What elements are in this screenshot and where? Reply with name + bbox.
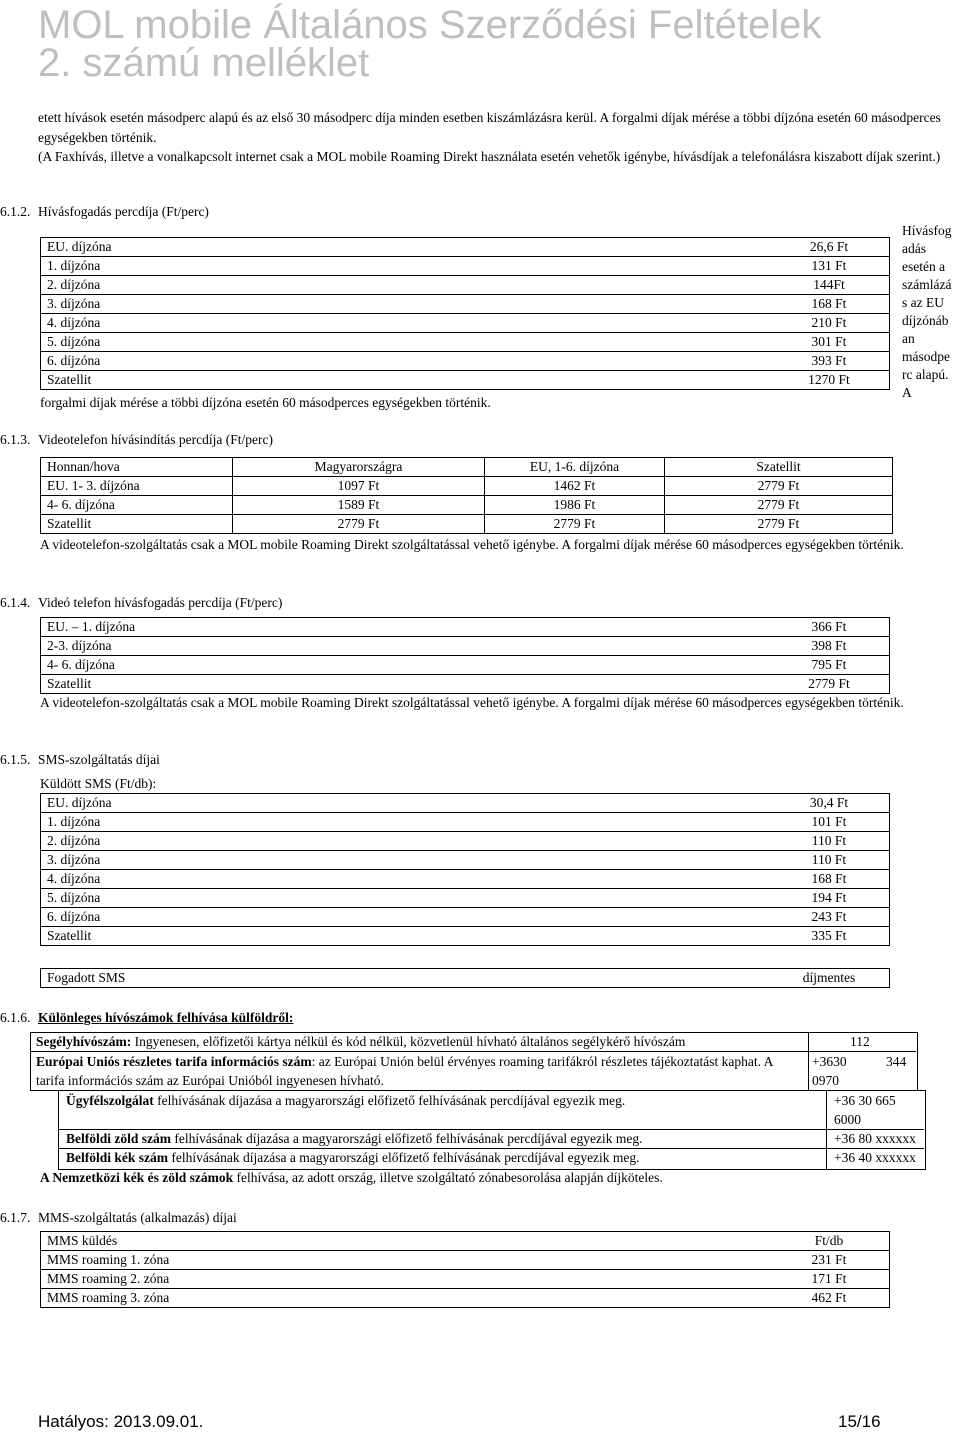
zone-label: 4- 6. díjzóna [41,656,770,675]
zone-price: 131 Ft [769,257,890,276]
row-label: Belföldi kék szám [66,1150,169,1165]
mms-table [40,1231,890,1308]
section-title: Különleges hívószámok felhívása külföldről: [38,1010,294,1025]
table-row [41,675,890,694]
table-cell: 2779 Ft [665,515,893,534]
table-cell: 2779 Ft [485,515,665,534]
column-header: EU, 1-6. díjzóna [485,458,665,477]
section-6-1-4-heading [0,594,282,612]
table-row [41,969,890,988]
column-header: Magyarországra [233,458,485,477]
video-call-receive-table [40,617,890,694]
zone-price: 194 Ft [769,889,890,908]
zone-label: 2. díjzóna [41,276,770,295]
section-number: 6.1.5. [0,752,31,767]
zone-price: 398 Ft [769,637,890,656]
section-6-1-6-heading [0,1009,293,1027]
side-note-line: számlázá [902,277,952,292]
mms-zone: MMS roaming 2. zóna [41,1270,770,1289]
section-title: Videotelefon hívásindítás percdíja (Ft/perc) [38,432,273,447]
zone-label: 2-3. díjzóna [41,637,770,656]
eu-tariff-number-c: 0970 [812,1073,839,1088]
column-header: Szatellit [665,458,893,477]
zone-price: 101 Ft [769,813,890,832]
section-number: 6.1.3. [0,432,31,447]
table-cell: 2779 Ft [665,477,893,496]
table-row [41,333,890,352]
section-6-1-2-note: forgalmi díjak mérése a többi díjzóna esetén 60 másodperces egységekben történik. [40,395,491,410]
table-cell: 2779 Ft [665,496,893,515]
table-row [41,238,890,257]
divider [808,1032,809,1090]
table-cell: 1589 Ft [233,496,485,515]
sent-sms-subheading: Küldött SMS (Ft/db): [40,776,157,791]
row-text: Ingyenesen, előfizetői kártya nélkül és kód nélkül, közvetlenül hívható általános segélykérő hívószám [131,1034,686,1049]
row-label: Segélyhívószám: [36,1034,132,1049]
customer-service-number-a: +36 30 665 [834,1093,896,1108]
mms-zone: MMS roaming 1. zóna [41,1251,770,1270]
row-label: Európai Uniós részletes tarifa információs szám [36,1054,312,1069]
zone-label: Szatellit [41,675,770,694]
section-number: 6.1.7. [0,1210,31,1225]
green-number-row [66,1129,822,1149]
emergency-number: 112 [850,1034,870,1049]
zone-price: 335 Ft [769,927,890,946]
zone-price: 110 Ft [769,832,890,851]
blue-number-row [66,1148,822,1168]
zone-label: 6. díjzóna [41,908,770,927]
zone-price: 168 Ft [769,870,890,889]
table-cell: Szatellit [41,515,233,534]
zone-label: 4. díjzóna [41,870,770,889]
table-row [41,1251,890,1270]
table-header-row [41,458,893,477]
table-row [41,352,890,371]
table-cell: 2779 Ft [233,515,485,534]
side-note [902,222,960,402]
table-row [41,794,890,813]
sms-sent-table [40,793,890,946]
section-title: Hívásfogadás percdíja (Ft/perc) [38,204,209,219]
zone-label: EU. – 1. díjzóna [41,618,770,637]
side-note-line: s az EU [902,295,944,310]
section-6-1-7-heading [0,1209,237,1227]
zone-label: 1. díjzóna [41,813,770,832]
section-title: Videó telefon hívásfogadás percdíja (Ft/perc) [38,595,283,610]
side-note-line: rc alapú. [902,367,949,382]
section-6-1-4-note: A videotelefon-szolgáltatás csak a MOL mobile Roaming Direkt szolgáltatással vehető igénybe. A forgalmi díjak mérése 60 másodperces egységekben történik. [40,695,904,710]
side-note-line: Hívásfog [902,223,952,238]
zone-label: 6. díjzóna [41,352,770,371]
row-label: Fogadott SMS [41,969,770,988]
side-note-line: A [902,385,912,400]
table-row [41,870,890,889]
table-row [41,908,890,927]
side-note-line: esetén a [902,259,946,274]
zone-price: 393 Ft [769,352,890,371]
zone-label: 4. díjzóna [41,314,770,333]
row-label: Ügyfélszolgálat [66,1093,154,1108]
sms-received-table [40,968,890,988]
zone-label: 5. díjzóna [41,333,770,352]
table-cell: EU. 1- 3. díjzóna [41,477,233,496]
zone-label: 3. díjzóna [41,295,770,314]
zone-label: EU. díjzóna [41,794,770,813]
zone-price: 26,6 Ft [769,238,890,257]
side-note-line: másodpe [902,349,950,364]
table-row [41,851,890,870]
zone-price: 243 Ft [769,908,890,927]
emergency-number-row [36,1032,806,1052]
table-row [41,371,890,390]
zone-price: 210 Ft [769,314,890,333]
table-row [41,496,893,515]
section-title: SMS-szolgáltatás díjai [38,752,160,767]
section-title: MMS-szolgáltatás (alkalmazás) díjai [38,1210,237,1225]
intro-paragraph-1: etett hívások esetén másodperc alapú és az első 30 másodperc díja minden esetben kiszámlázásra kerül. A forgalmi díjak mérése a többi díjzóna esetén 60 másodperces egységekben történik. [38,110,941,145]
page-number: 15/16 [838,1412,881,1431]
row-value: díjmentes [769,969,890,988]
table-row [41,515,893,534]
row-text: felhívásának díjazása a magyarországi előfizető felhívásának percdíjával egyezik meg. [168,1150,640,1165]
zone-price: 366 Ft [769,618,890,637]
note-bold: A Nemzetközi kék és zöld számok [40,1170,234,1185]
intro-paragraph-2: (A Faxhívás, illetve a vonalkapcsolt internet csak a MOL mobile Roaming Direkt használata esetén vehetők igénybe, hívásdíjak a telefonálásra kiszabott díjak szerint.) [38,149,941,164]
divider [826,1090,827,1169]
table-row [41,1270,890,1289]
table-row [41,276,890,295]
mms-price: 231 Ft [769,1251,890,1270]
table-cell: 1986 Ft [485,496,665,515]
table-row [41,314,890,333]
zone-label: 1. díjzóna [41,257,770,276]
zone-price: 795 Ft [769,656,890,675]
note-text: felhívása, az adott ország, illetve szolgáltató zónabesorolása alapján díjköteles. [233,1170,663,1185]
side-note-line: adás [902,241,926,256]
section-6-1-3-note: A videotelefon-szolgáltatás csak a MOL mobile Roaming Direkt szolgáltatással vehető igénybe. A forgalmi díjak mérése 60 másodperces egységekben történik. [40,537,904,552]
table-row [41,927,890,946]
table-row [41,637,890,656]
zone-price: 1270 Ft [769,371,890,390]
zone-price: 168 Ft [769,295,890,314]
table-header-row [41,1232,890,1251]
document-subtitle: 2. számú melléklet [38,41,370,85]
effective-date: Hatályos: 2013.09.01. [38,1412,204,1431]
section-6-1-5-heading [0,751,160,769]
eu-tariff-info-row [36,1052,804,1090]
document-title: MOL mobile Általános Szerződési Feltételek [38,3,822,47]
section-6-1-6-note [40,1168,940,1188]
customer-service-number-b: 6000 [834,1112,861,1127]
section-number: 6.1.2. [0,204,31,219]
zone-price: 301 Ft [769,333,890,352]
table-row [41,257,890,276]
blue-number: +36 40 xxxxxx [834,1150,916,1165]
row-text: felhívásának díjazása a magyarországi előfizető felhívásának percdíjával egyezik meg. [171,1131,643,1146]
zone-price: 30,4 Ft [769,794,890,813]
column-header: MMS küldés [41,1232,770,1251]
zone-label: 5. díjzóna [41,889,770,908]
section-6-1-3-heading [0,431,273,449]
row-text: : az Európai Unión belül érvényes roaming tarifákról részletes tájékoztatást kaphat. A tarifa információs szám az Európai Unióból ingyenesen hívható. [36,1054,773,1088]
zone-label: Szatellit [41,927,770,946]
mms-price: 171 Ft [769,1270,890,1289]
row-text: felhívásának díjazása a magyarországi előfizető felhívásának percdíjával egyezik meg. [153,1093,626,1108]
section-number: 6.1.4. [0,595,31,610]
table-cell: 1462 Ft [485,477,665,496]
mms-zone: MMS roaming 3. zóna [41,1289,770,1308]
column-header: Honnan/hova [41,458,233,477]
side-note-line: an [902,331,915,346]
green-number: +36 80 xxxxxx [834,1131,916,1146]
call-receive-table [40,237,890,390]
table-cell: 1097 Ft [233,477,485,496]
table-row [41,656,890,675]
eu-tariff-number-a: +3630 [812,1054,847,1069]
zone-price: 110 Ft [769,851,890,870]
eu-tariff-number-b: 344 [886,1054,907,1069]
table-row [41,477,893,496]
zone-label: EU. díjzóna [41,238,770,257]
customer-service-row [66,1091,822,1111]
table-row [41,618,890,637]
zone-price: 144Ft [769,276,890,295]
section-number: 6.1.6. [0,1010,31,1025]
table-cell: 4- 6. díjzóna [41,496,233,515]
section-6-1-2-heading [0,203,209,221]
zone-label: 3. díjzóna [41,851,770,870]
table-row [41,889,890,908]
side-note-line: díjzónáb [902,313,949,328]
video-call-start-table [40,457,893,534]
zone-label: Szatellit [41,371,770,390]
table-row [41,1289,890,1308]
zone-price: 2779 Ft [769,675,890,694]
mms-price: 462 Ft [769,1289,890,1308]
table-row [41,295,890,314]
zone-label: 2. díjzóna [41,832,770,851]
table-row [41,832,890,851]
row-label: Belföldi zöld szám [66,1131,171,1146]
column-header: Ft/db [769,1232,890,1251]
table-row [41,813,890,832]
